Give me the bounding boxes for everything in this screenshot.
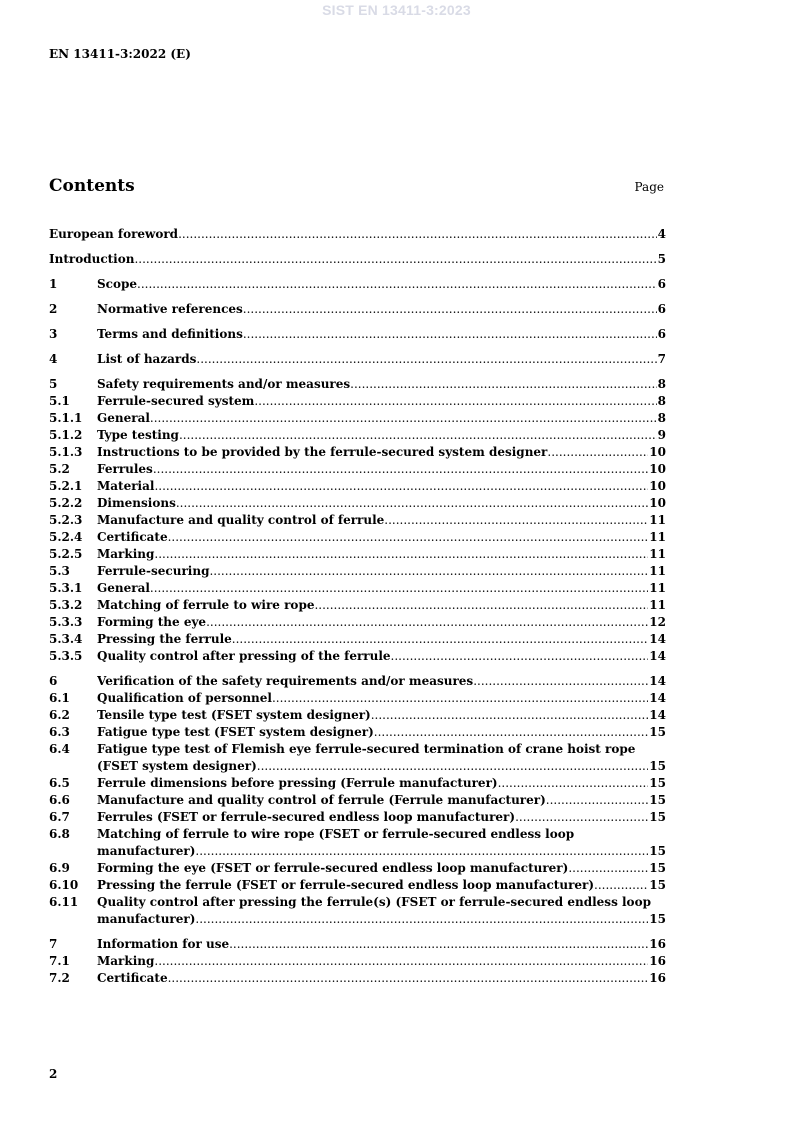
toc-entry-page: 14 xyxy=(649,632,666,646)
toc-entry-5-2-2[interactable] xyxy=(49,495,666,512)
toc-entry-title: Material xyxy=(97,479,155,493)
toc-entry-5-1-1[interactable] xyxy=(49,410,666,427)
toc-entry-2[interactable] xyxy=(49,301,666,318)
dot-leader xyxy=(168,529,649,546)
toc-entry-title: General xyxy=(97,581,150,595)
toc-entry-6-5[interactable] xyxy=(49,775,666,792)
toc-entry-number: 5.2.4 xyxy=(49,530,83,544)
toc-entry-title: (FSET system designer) xyxy=(97,759,257,773)
dot-leader xyxy=(168,970,649,987)
toc-entry-page: 14 xyxy=(649,674,666,688)
toc-entry-6[interactable] xyxy=(49,673,666,690)
toc-entry-number: 6.2 xyxy=(49,708,70,722)
toc-entry-title: Quality control after pressing of the ferrule xyxy=(97,649,391,663)
dot-leader xyxy=(137,276,657,293)
toc-entry-title: Terms and definitions xyxy=(97,327,243,341)
toc-entry-title: European foreword xyxy=(49,227,179,241)
dot-leader xyxy=(243,326,657,343)
table-of-contents xyxy=(49,226,666,987)
toc-entry-5-3[interactable] xyxy=(49,563,666,580)
toc-entry-page: 11 xyxy=(649,547,666,561)
toc-entry-number: 6 xyxy=(49,674,58,688)
toc-entry-6-1[interactable] xyxy=(49,690,666,707)
toc-entry-page: 15 xyxy=(649,810,666,824)
toc-entry-6-11[interactable] xyxy=(49,894,666,928)
toc-entry-title: Verification of the safety requirements and/or measures xyxy=(97,674,474,688)
toc-entry-6-4[interactable] xyxy=(49,741,666,775)
toc-entry-title-line1: Fatigue type test of Flemish eye ferrule-secured termination of crane hoist rope xyxy=(97,742,636,756)
dot-leader xyxy=(568,860,648,877)
toc-entry-title: Certificate xyxy=(97,530,168,544)
dot-leader xyxy=(547,444,648,461)
dot-leader xyxy=(195,843,648,860)
toc-entry-3[interactable] xyxy=(49,326,666,343)
toc-entry-page: 8 xyxy=(657,377,666,391)
dot-leader xyxy=(272,690,648,707)
toc-entry-title: Marking xyxy=(97,954,155,968)
toc-entry-page: 11 xyxy=(649,513,666,527)
toc-entry-title: Normative references xyxy=(97,302,243,316)
toc-entry-number: 5.3.3 xyxy=(49,615,83,629)
toc-entry-page: 16 xyxy=(649,971,666,985)
dot-leader xyxy=(243,301,657,318)
toc-entry-6-7[interactable] xyxy=(49,809,666,826)
dot-leader xyxy=(498,775,649,792)
toc-entry-number: 7.2 xyxy=(49,971,70,985)
toc-entry-5-1-3[interactable] xyxy=(49,444,666,461)
dot-leader xyxy=(374,724,649,741)
toc-entry-title: Dimensions xyxy=(97,496,176,510)
toc-entry-title: List of hazards xyxy=(97,352,197,366)
toc-entry-6-2[interactable] xyxy=(49,707,666,724)
toc-entry-6-6[interactable] xyxy=(49,792,666,809)
toc-entry-6-10[interactable] xyxy=(49,877,666,894)
toc-entry-title: Ferrule-securing xyxy=(97,564,210,578)
toc-entry-page: 11 xyxy=(649,581,666,595)
toc-entry-number: 5.3 xyxy=(49,564,70,578)
toc-entry-page: 6 xyxy=(657,302,666,316)
toc-entry-page: 8 xyxy=(657,411,666,425)
toc-entry-page: 15 xyxy=(649,878,666,892)
toc-entry-page: 10 xyxy=(649,445,666,459)
toc-entry-page: 15 xyxy=(649,861,666,875)
dot-leader xyxy=(384,512,648,529)
toc-entry-title: Certificate xyxy=(97,971,168,985)
dot-leader xyxy=(350,376,657,393)
toc-entry-title-line1: Quality control after pressing the ferrule(s) (FSET or ferrule-secured endless loop xyxy=(97,895,651,909)
dot-leader xyxy=(195,911,648,928)
toc-entry-page: 15 xyxy=(649,912,666,926)
toc-entry-page: 9 xyxy=(657,428,666,442)
dot-leader xyxy=(594,877,648,894)
toc-entry-5-3-3[interactable] xyxy=(49,614,666,631)
toc-entry-number: 5.1 xyxy=(49,394,70,408)
toc-entry-page: 14 xyxy=(649,649,666,663)
toc-entry-title: Manufacture and quality control of ferrule (Ferrule manufacturer) xyxy=(97,793,546,807)
dot-leader xyxy=(154,953,648,970)
toc-entry-page: 10 xyxy=(649,496,666,510)
toc-entry-title: Ferrule dimensions before pressing (Ferrule manufacturer) xyxy=(97,776,498,790)
toc-entry-number: 4 xyxy=(49,352,58,366)
dot-leader xyxy=(314,597,648,614)
toc-entry-7-1[interactable] xyxy=(49,953,666,970)
toc-entry-title: Ferrule-secured system xyxy=(97,394,255,408)
dot-leader xyxy=(229,936,648,953)
toc-entry-page: 4 xyxy=(657,227,666,241)
toc-entry-title: Scope xyxy=(97,277,138,291)
dot-leader xyxy=(254,393,656,410)
toc-entry-5[interactable] xyxy=(49,376,666,393)
toc-entry-number: 6.3 xyxy=(49,725,70,739)
toc-entry-number: 5.1.1 xyxy=(49,411,83,425)
toc-entry-number: 5.2.3 xyxy=(49,513,83,527)
dot-leader xyxy=(150,410,657,427)
toc-entry-6-9[interactable] xyxy=(49,860,666,877)
dot-leader xyxy=(154,546,648,563)
toc-entry-title: Forming the eye (FSET or ferrule-secured endless loop manufacturer) xyxy=(97,861,569,875)
toc-entry-number: 5.1.3 xyxy=(49,445,83,459)
dot-leader xyxy=(209,563,648,580)
toc-entry-1[interactable] xyxy=(49,276,666,293)
toc-entry-number: 5.3.4 xyxy=(49,632,83,646)
dot-leader xyxy=(257,758,649,775)
toc-entry-7-2[interactable] xyxy=(49,970,666,987)
toc-entry-number: 6.9 xyxy=(49,861,70,875)
dot-leader xyxy=(206,614,648,631)
toc-entry-number: 7 xyxy=(49,937,58,951)
toc-entry-page: 7 xyxy=(657,352,666,366)
toc-entry-page: 15 xyxy=(649,793,666,807)
toc-entry-number: 5.2.1 xyxy=(49,479,83,493)
dot-leader xyxy=(546,792,649,809)
toc-entry-title: Forming the eye xyxy=(97,615,207,629)
toc-entry-title: Pressing the ferrule (FSET or ferrule-secured endless loop manufacturer) xyxy=(97,878,595,892)
toc-entry-5-2-1[interactable] xyxy=(49,478,666,495)
dot-leader xyxy=(179,427,657,444)
toc-entry-title: Marking xyxy=(97,547,155,561)
toc-entry-page: 15 xyxy=(649,844,666,858)
dot-leader xyxy=(196,351,656,368)
toc-entry-title: manufacturer) xyxy=(97,844,196,858)
toc-entry-6-8[interactable] xyxy=(49,826,666,860)
toc-entry-title: manufacturer) xyxy=(97,912,196,926)
toc-entry-title: General xyxy=(97,411,150,425)
toc-entry-5-1-2[interactable] xyxy=(49,427,666,444)
dot-leader xyxy=(371,707,649,724)
toc-entry-number: 6.11 xyxy=(49,895,79,909)
dot-leader xyxy=(391,648,649,665)
toc-entry-number: 5.2 xyxy=(49,462,70,476)
toc-entry-page: 15 xyxy=(649,759,666,773)
toc-entry-page: 16 xyxy=(649,954,666,968)
contents-heading: Contents xyxy=(49,176,135,196)
toc-entry-number: 5.3.5 xyxy=(49,649,83,663)
toc-entry-number: 6.10 xyxy=(49,878,79,892)
toc-entry-title: Qualification of personnel xyxy=(97,691,272,705)
toc-entry-page: 15 xyxy=(649,776,666,790)
toc-entry-number: 6.6 xyxy=(49,793,70,807)
toc-entry-title: Introduction xyxy=(49,252,135,266)
toc-entry-european-foreword[interactable] xyxy=(49,226,666,243)
dot-leader xyxy=(153,461,648,478)
toc-entry-title: Ferrules (FSET or ferrule-secured endless loop manufacturer) xyxy=(97,810,516,824)
toc-entry-introduction[interactable] xyxy=(49,251,666,268)
toc-entry-title: Pressing the ferrule xyxy=(97,632,232,646)
toc-entry-page: 8 xyxy=(657,394,666,408)
toc-entry-title: Safety requirements and/or measures xyxy=(97,377,351,391)
toc-entry-5-3-1[interactable] xyxy=(49,580,666,597)
toc-entry-page: 10 xyxy=(649,479,666,493)
toc-entry-title: Type testing xyxy=(97,428,179,442)
toc-entry-title: Fatigue type test (FSET system designer) xyxy=(97,725,374,739)
toc-entry-5-3-4[interactable] xyxy=(49,631,666,648)
dot-leader xyxy=(150,580,648,597)
toc-entry-number: 6.5 xyxy=(49,776,70,790)
toc-entry-6-3[interactable] xyxy=(49,724,666,741)
toc-entry-5-3-5[interactable] xyxy=(49,648,666,665)
dot-leader xyxy=(232,631,649,648)
toc-entry-page: 15 xyxy=(649,725,666,739)
dot-leader xyxy=(154,478,648,495)
toc-entry-page: 12 xyxy=(649,615,666,629)
toc-entry-title-line1: Matching of ferrule to wire rope (FSET or ferrule-secured endless loop xyxy=(97,827,575,841)
toc-entry-5-3-2[interactable] xyxy=(49,597,666,614)
dot-leader xyxy=(178,226,657,243)
toc-entry-number: 5.2.5 xyxy=(49,547,83,561)
toc-entry-page: 10 xyxy=(649,462,666,476)
toc-entry-number: 2 xyxy=(49,302,58,316)
toc-entry-page: 16 xyxy=(649,937,666,951)
toc-entry-number: 3 xyxy=(49,327,58,341)
toc-entry-number: 6.4 xyxy=(49,742,70,756)
toc-entry-page: 6 xyxy=(657,327,666,341)
toc-entry-page: 11 xyxy=(649,530,666,544)
toc-entry-5-2-4[interactable] xyxy=(49,529,666,546)
toc-entry-title: Matching of ferrule to wire rope xyxy=(97,598,315,612)
toc-entry-number: 6.7 xyxy=(49,810,70,824)
toc-entry-page: 5 xyxy=(657,252,666,266)
toc-entry-title: Manufacture and quality control of ferrule xyxy=(97,513,385,527)
toc-entry-number: 5.3.1 xyxy=(49,581,83,595)
dot-leader xyxy=(134,251,656,268)
toc-entry-title: Instructions to be provided by the ferrule-secured system designer xyxy=(97,445,548,459)
toc-entry-title: Information for use xyxy=(97,937,230,951)
toc-entry-page: 6 xyxy=(657,277,666,291)
toc-entry-number: 5.1.2 xyxy=(49,428,83,442)
toc-entry-5-1[interactable] xyxy=(49,393,666,410)
page-column-label: Page xyxy=(634,180,664,194)
toc-entry-7[interactable] xyxy=(49,936,666,953)
dot-leader xyxy=(515,809,648,826)
toc-entry-number: 6.8 xyxy=(49,827,70,841)
toc-entry-number: 1 xyxy=(49,277,58,291)
toc-entry-number: 6.1 xyxy=(49,691,70,705)
toc-entry-5-2-5[interactable] xyxy=(49,546,666,563)
toc-entry-page: 11 xyxy=(649,598,666,612)
toc-entry-title: Ferrules xyxy=(97,462,153,476)
toc-entry-number: 5 xyxy=(49,377,58,391)
toc-entry-5-2[interactable] xyxy=(49,461,666,478)
toc-entry-number: 7.1 xyxy=(49,954,70,968)
watermark: SIST EN 13411-3:2023 xyxy=(322,2,471,18)
page-number: 2 xyxy=(49,1067,58,1081)
toc-entry-5-2-3[interactable] xyxy=(49,512,666,529)
toc-entry-4[interactable] xyxy=(49,351,666,368)
dot-leader xyxy=(176,495,648,512)
toc-entry-page: 14 xyxy=(649,708,666,722)
dot-leader xyxy=(473,673,648,690)
toc-entry-number: 5.2.2 xyxy=(49,496,83,510)
toc-entry-number: 5.3.2 xyxy=(49,598,83,612)
toc-entry-page: 11 xyxy=(649,564,666,578)
toc-entry-page: 14 xyxy=(649,691,666,705)
document-id: EN 13411-3:2022 (E) xyxy=(49,47,191,61)
toc-entry-title: Tensile type test (FSET system designer) xyxy=(97,708,371,722)
